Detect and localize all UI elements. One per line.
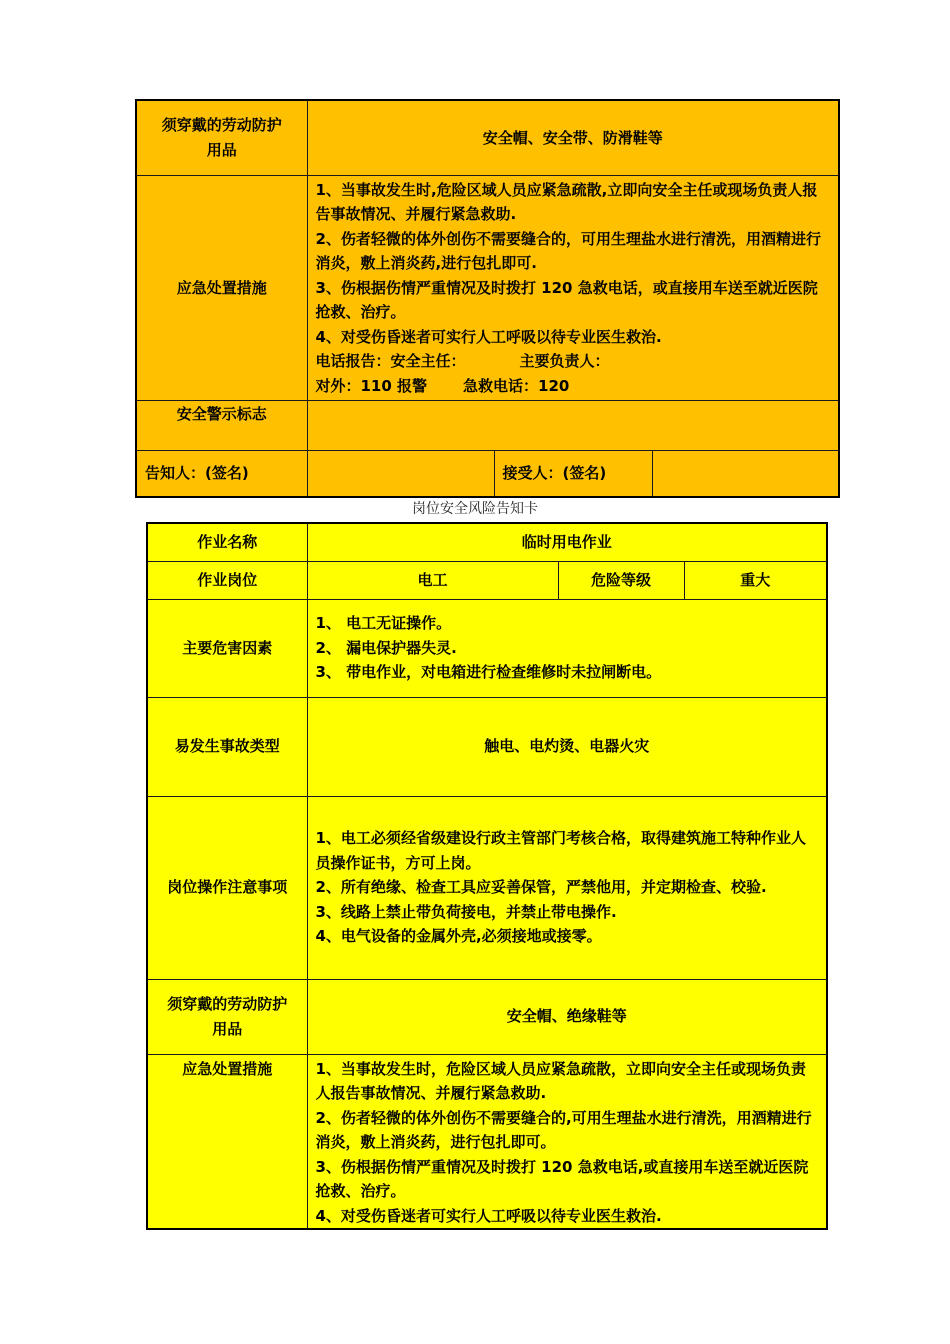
operation-line: 2、所有绝缘、检查工具应妥善保管，严禁他用，并定期检查、校验. — [315, 878, 767, 897]
operation-line: 4、电气设备的金属外壳,必须接地或接零。 — [315, 927, 602, 946]
main-person: 主要负责人： — [519, 352, 610, 370]
risk-level-value: 重大 — [684, 561, 827, 599]
operation-notes-label: 岗位操作注意事项 — [147, 796, 307, 979]
hazards-list — [307, 599, 827, 697]
risk-level-label: 危险等级 — [558, 561, 684, 599]
emergency-measures — [307, 1054, 827, 1229]
emergency-label: 应急处置措施 — [136, 175, 307, 401]
hazard-item: 1、 电工无证操作。 — [315, 614, 452, 633]
emergency-line: 4、对受伤昏迷者可实行人工呼吸以待专业医生救治. — [315, 327, 662, 346]
job-name-label: 作业名称 — [147, 523, 307, 561]
emergency-measures — [307, 175, 839, 401]
ppe-label: 须穿戴的劳动防护用品 — [147, 979, 307, 1054]
job-name-value: 临时用电作业 — [307, 523, 827, 561]
emergency-line: 1、当事故发生时，危险区域人员应紧急疏散，立即向安全主任或现场负责人报告事故情况、并履行紧急救助. — [315, 1059, 806, 1102]
accident-type-value: 触电、电灼烫、电器火灾 — [307, 697, 827, 796]
emergency-line: 2、伤者轻微的体外创伤不需要缝合的，可用生理盐水进行清洗，用酒精进行消炎，敷上消炎药,进行包扎即可. — [315, 229, 821, 272]
emergency-phone: 急救电话：120 — [463, 376, 570, 395]
hazard-item: 2、 漏电保护器失灵. — [315, 638, 457, 657]
position-label: 作业岗位 — [147, 561, 307, 599]
phone-report: 电话报告：安全主任： — [315, 352, 466, 370]
receiver-signature — [652, 451, 839, 497]
receiver-label: 接受人：(签名) — [494, 451, 652, 497]
external-alarm: 对外：110 报警 — [315, 376, 428, 395]
position-value: 电工 — [307, 561, 558, 599]
hazard-item: 3、 带电作业，对电箱进行检查维修时未拉闸断电。 — [315, 663, 662, 682]
external-line — [316, 374, 831, 399]
risk-card-electrician — [146, 522, 828, 1230]
emergency-label: 应急处置措施 — [147, 1054, 307, 1229]
warning-sign-label: 安全警示标志 — [136, 401, 307, 451]
ppe-label: 须穿戴的劳动防护用品 — [136, 100, 307, 175]
warning-sign-value — [307, 401, 839, 451]
risk-card-top — [135, 99, 840, 498]
emergency-line: 3、伤根据伤情严重情况及时拨打 120 急救电话,或直接用车送至就近医院抢救、治疗。 — [315, 1157, 809, 1200]
phone-report-line — [316, 349, 831, 374]
operation-line: 3、线路上禁止带负荷接电，并禁止带电操作. — [315, 902, 617, 921]
operation-line: 1、电工必须经省级建设行政主管部门考核合格，取得建筑施工特种作业人员操作证书，方可上岗。 — [315, 829, 806, 872]
ppe-value: 安全帽、绝缘鞋等 — [307, 979, 827, 1054]
notifier-label: 告知人：(签名) — [136, 451, 307, 497]
card-caption: 岗位安全风险告知卡 — [412, 501, 538, 517]
accident-type-label: 易发生事故类型 — [147, 697, 307, 796]
ppe-value: 安全帽、安全带、防滑鞋等 — [307, 100, 839, 175]
operation-notes — [307, 796, 827, 979]
emergency-line: 3、伤根据伤情严重情况及时拨打 120 急救电话，或直接用车送至就近医院抢救、治疗。 — [315, 278, 818, 321]
emergency-line: 1、当事故发生时,危险区域人员应紧急疏散,立即向安全主任或现场负责人报告事故情况、并履行紧急救助. — [315, 180, 818, 223]
hazards-label: 主要危害因素 — [147, 599, 307, 697]
emergency-line: 2、伤者轻微的体外创伤不需要缝合的,可用生理盐水进行清洗，用酒精进行消炎，敷上消炎药，进行包扎即可。 — [315, 1108, 812, 1151]
emergency-line: 4、对受伤昏迷者可实行人工呼吸以待专业医生救治. — [315, 1206, 662, 1225]
notifier-signature — [307, 451, 494, 497]
